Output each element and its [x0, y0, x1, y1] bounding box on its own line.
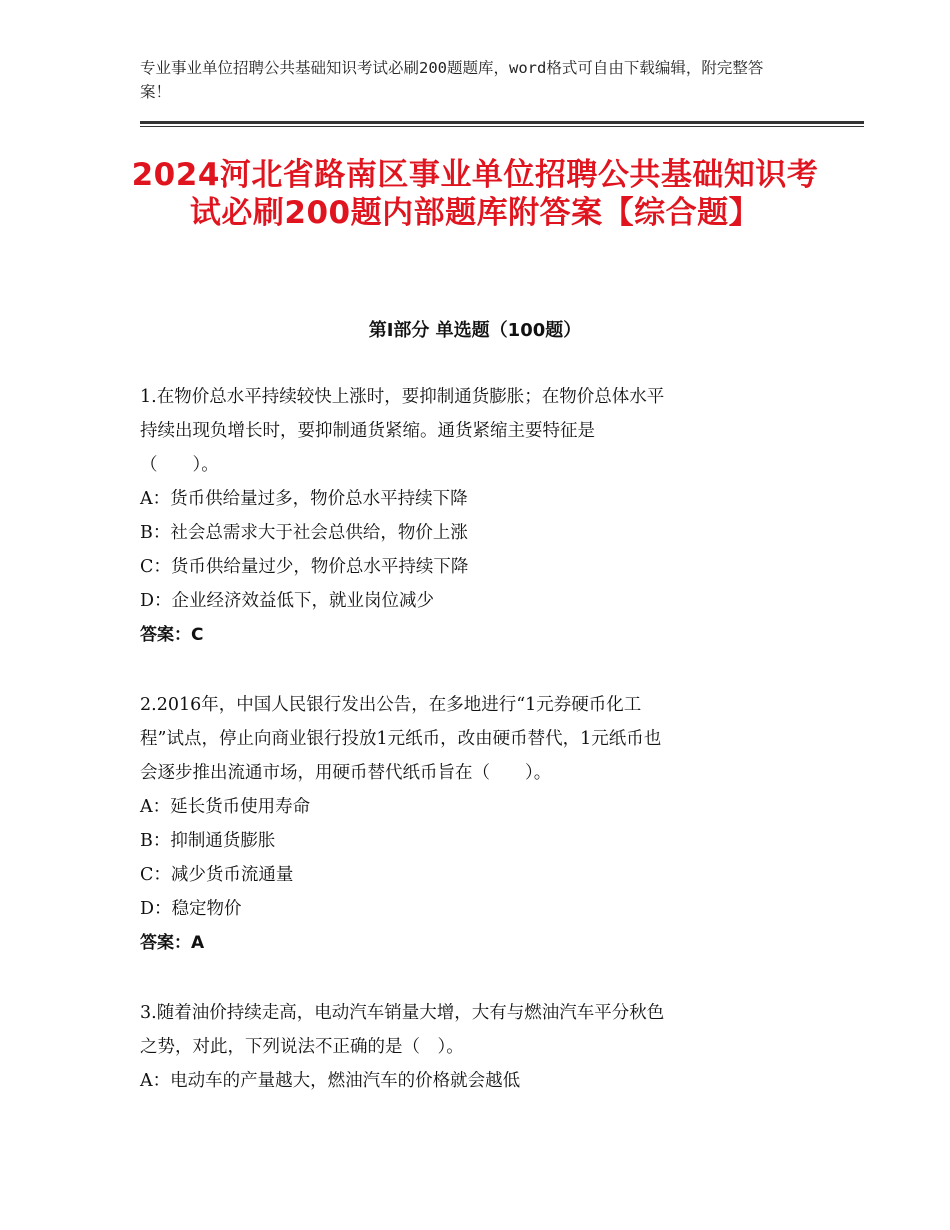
question-stem-line: （ ）。 — [140, 455, 219, 475]
option-d: D：企业经济效益低下，就业岗位减少 — [140, 591, 435, 611]
question-3 — [140, 996, 820, 1098]
option-a: A：货币供给量过多，物价总水平持续下降 — [140, 489, 468, 509]
header-note: 专业事业单位招聘公共基础知识考试必刷200题题库，word格式可自由下载编辑，附完整答案！ — [140, 59, 764, 101]
header-rule-thin — [140, 126, 864, 127]
option-c: C：货币供给量过少，物价总水平持续下降 — [140, 557, 469, 577]
question-stem-line: 持续出现负增长时，要抑制通货紧缩。通货紧缩主要特征是 — [140, 421, 595, 441]
option-b: B：社会总需求大于社会总供给，物价上涨 — [140, 523, 468, 543]
question-stem-line: 程”试点，停止向商业银行投放1元纸币，改由硬币替代，1元纸币也 — [140, 729, 662, 749]
option-b: B：抑制通货膨胀 — [140, 831, 276, 851]
question-stem-line: 2.2016年，中国人民银行发出公告，在多地进行“1元券硬币化工 — [140, 695, 642, 715]
document-title: 2024河北省路南区事业单位招聘公共基础知识考试必刷200题内部题库附答案【综合题】 — [131, 157, 819, 231]
question-stem-line: 之势，对此，下列说法不正确的是（ ）。 — [140, 1037, 464, 1057]
option-d: D：稳定物价 — [140, 899, 242, 919]
answer: 答案：C — [140, 625, 204, 645]
question-stem-line: 3.随着油价持续走高，电动汽车销量大增，大有与燃油汽车平分秋色 — [140, 1003, 665, 1023]
option-c: C：减少货币流通量 — [140, 865, 294, 885]
question-1 — [140, 380, 820, 652]
header-rule-thick — [140, 121, 864, 124]
option-a: A：延长货币使用寿命 — [140, 797, 311, 817]
question-stem-line: 会逐步推出流通市场，用硬币替代纸币旨在（ ）。 — [140, 763, 552, 783]
section-title: 第Ⅰ部分 单选题（100题） — [368, 320, 582, 341]
question-stem-line: 1.在物价总水平持续较快上涨时，要抑制通货膨胀；在物价总体水平 — [140, 387, 665, 407]
question-2 — [140, 688, 820, 960]
option-a: A：电动车的产量越大，燃油汽车的价格就会越低 — [140, 1071, 521, 1091]
answer: 答案：A — [140, 933, 205, 953]
